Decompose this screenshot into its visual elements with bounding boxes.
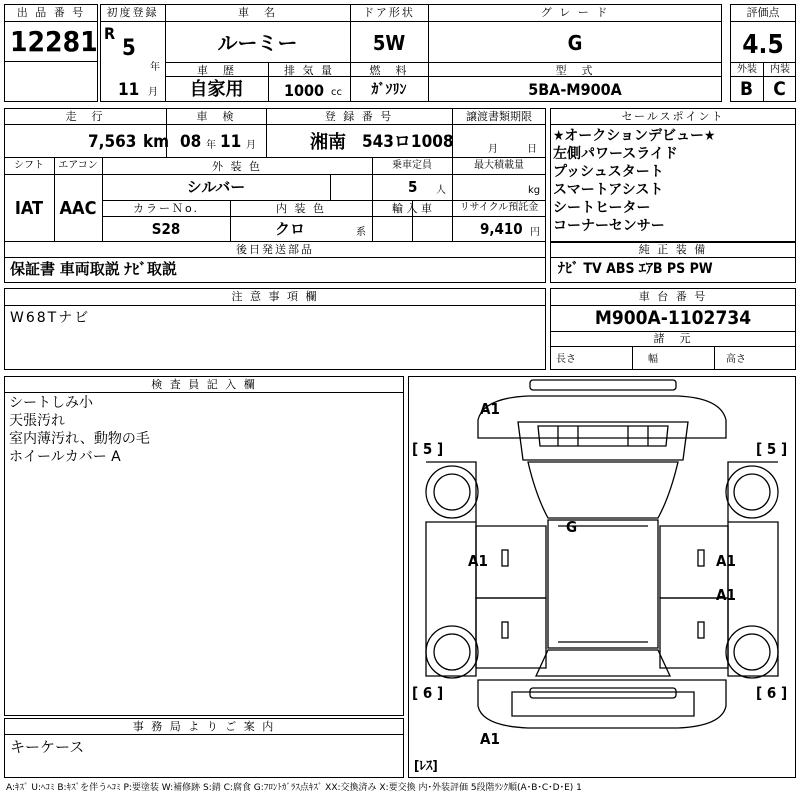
- mark-front-bumper: A1: [480, 400, 500, 418]
- plate-label: 登 録 番 号: [324, 110, 394, 123]
- later-parts: 保証書 車両取説 ﾅﾋﾞ取説: [10, 260, 177, 278]
- fuel: ｶﾞｿﾘﾝ: [371, 82, 407, 98]
- inspector-line: 天張汚れ: [9, 413, 65, 429]
- import-label: 輸 入 車: [392, 202, 432, 215]
- inspection-label: 車 検: [196, 110, 236, 123]
- history: 自家用: [189, 79, 244, 100]
- first-reg-label: 初度登録: [106, 6, 159, 19]
- max-load-unit: kg: [528, 185, 541, 196]
- selling-points-label: セールスポイント: [621, 110, 725, 123]
- door: 5W: [372, 31, 406, 55]
- door-label: ドア形状: [363, 6, 415, 19]
- color-no-label: カラーＮo.: [132, 202, 200, 215]
- capacity-unit: 人: [436, 185, 446, 196]
- inspector-notes: [9, 396, 150, 468]
- selling-point: スマートアシスト: [553, 182, 664, 198]
- office-note: キーケース: [10, 738, 85, 756]
- selling-point: 左側パワースライド: [553, 146, 678, 162]
- selling-point: プッシュスタート: [553, 164, 664, 180]
- right-rear-door: [660, 598, 728, 668]
- score-label: 評価点: [746, 6, 780, 19]
- notes: W68Tナビ: [10, 310, 91, 326]
- car-name: ルーミー: [217, 31, 298, 55]
- lot-number: 12281: [10, 25, 98, 58]
- plate-number: 543ロ1008: [362, 132, 454, 152]
- exterior-grade: B: [739, 78, 754, 100]
- recycle-unit: 円: [530, 227, 540, 238]
- mark-right-rear-door: A1: [716, 586, 736, 604]
- height-label: 高さ: [726, 354, 746, 365]
- mark-rear-bumper: A1: [480, 730, 500, 748]
- car-diagram: [408, 376, 796, 778]
- exterior-label: 外装: [737, 64, 757, 75]
- plate-area: 湘南: [310, 132, 346, 153]
- grade-label: グ レ ー ド: [540, 6, 610, 19]
- ac: AAC: [59, 198, 97, 219]
- year-unit: 年: [150, 62, 160, 73]
- mark-left-door: A1: [468, 552, 488, 570]
- mark-right-front-door: A1: [716, 552, 736, 570]
- windshield-outline: [528, 462, 678, 518]
- capacity: 5: [408, 178, 418, 196]
- capacity-label: 乗車定員: [392, 160, 432, 171]
- inspector-label: 検 査 員 記 入 欄: [151, 378, 257, 391]
- transfer-day: 日: [527, 144, 537, 155]
- month-unit: 月: [148, 87, 158, 98]
- inspection-year: 08: [180, 132, 202, 152]
- model-label: 型 式: [555, 64, 595, 77]
- rear-window-outline: [536, 650, 670, 676]
- int-color-label: 内 装 色: [276, 202, 326, 215]
- shift: IAT: [14, 198, 44, 219]
- reg-year: 5: [122, 36, 136, 61]
- model: 5BA-M900A: [528, 80, 622, 99]
- inspector-line: ホイールカバー A: [9, 449, 121, 465]
- color-no: S28: [151, 220, 181, 238]
- notes-label: 注 意 事 項 欄: [231, 290, 319, 303]
- selling-point: シートヒーター: [553, 200, 651, 216]
- left-rear-door: [476, 598, 546, 668]
- int-color: クロ: [274, 220, 305, 238]
- displacement: 1000: [284, 81, 325, 100]
- inspector-line: シートしみ小: [9, 395, 93, 411]
- inspection-year-unit: 年: [206, 140, 216, 151]
- chassis-number: M900A-1102734: [594, 307, 752, 329]
- inspection-month: 11: [220, 132, 242, 152]
- mark-roof: G: [566, 518, 578, 536]
- mark-tire-front-left: [ 5 ]: [412, 440, 444, 458]
- history-label: 車 歴: [197, 64, 236, 77]
- legend: A:ｷｽﾞ U:ﾍｺﾐ B:ｷｽﾞを伴うﾍｺﾐ P:要塗装 W:補修跡 S:錆 C:腐食 G:ﾌﾛﾝﾄｶﾞﾗｽ点ｷｽﾞ XX:交換済み X:要交換 内･外装評価 5段階ﾗﾝｸ順(A･B･C･D･E) 1: [6, 783, 582, 793]
- max-load-label: 最大積載量: [474, 160, 524, 171]
- dims-label: 諸 元: [653, 332, 693, 345]
- shift-label: シフト: [14, 160, 44, 171]
- era: R: [104, 24, 116, 43]
- equipment: ﾅﾋﾞ TV ABS ｴｱB PS PW: [558, 261, 713, 277]
- mileage-label: 走 行: [65, 110, 105, 123]
- int-color-unit: 系: [356, 227, 366, 238]
- transfer-month: 月: [488, 144, 498, 155]
- selling-point: ★オークションデビュー★: [553, 128, 716, 144]
- roof-outline: [548, 520, 658, 648]
- length-label: 長さ: [556, 354, 576, 365]
- mark-tire-front-right: [ 5 ]: [756, 440, 788, 458]
- displacement-unit: cc: [331, 87, 342, 98]
- inspection-month-unit: 月: [246, 140, 256, 151]
- selling-point: コーナーセンサー: [553, 218, 665, 234]
- equipment-label: 純 正 装 備: [638, 243, 708, 256]
- roof-rail-rear: [530, 688, 676, 698]
- hood-outline: [518, 422, 688, 460]
- interior-grade: C: [773, 78, 786, 100]
- color: シルバー: [186, 178, 246, 196]
- rear-bumper-outline: [478, 680, 726, 728]
- recycle-label: リサイクル預託金: [459, 202, 539, 213]
- ac-label: エアコン: [58, 160, 98, 171]
- displacement-label: 排 気 量: [284, 64, 334, 77]
- lot-number-label: 出 品 番 号: [16, 6, 86, 19]
- selling-points-list: [553, 129, 715, 237]
- later-parts-label: 後日発送部品: [236, 243, 314, 256]
- mileage-unit: km: [143, 132, 170, 152]
- recycle: 9,410: [480, 220, 523, 238]
- office-label: 事 務 局 よ り ご 案 内: [132, 720, 276, 733]
- interior-label: 内装: [770, 64, 790, 75]
- inspector-line: 室内薄汚れ、動物の毛: [9, 431, 150, 447]
- width-label: 幅: [648, 354, 658, 365]
- reg-month: 11: [118, 80, 140, 100]
- front-bumper-outline: [478, 396, 726, 438]
- transfer-label: 譲渡書類期限: [466, 110, 532, 123]
- mark-tire-rear-right: [ 6 ]: [756, 684, 788, 702]
- color-label: 外 装 色: [212, 160, 262, 173]
- chassis-label: 車 台 番 号: [638, 290, 708, 303]
- fuel-label: 燃 料: [369, 64, 409, 77]
- mark-tire-rear-left: [ 6 ]: [412, 684, 444, 702]
- grade: G: [567, 31, 583, 55]
- roof-rail-front: [530, 380, 676, 390]
- mark-spare: [ﾚｽ]: [414, 759, 438, 774]
- car-name-label: 車 名: [238, 6, 277, 19]
- score: 4.5: [742, 30, 784, 60]
- mileage: 7,563: [88, 132, 137, 152]
